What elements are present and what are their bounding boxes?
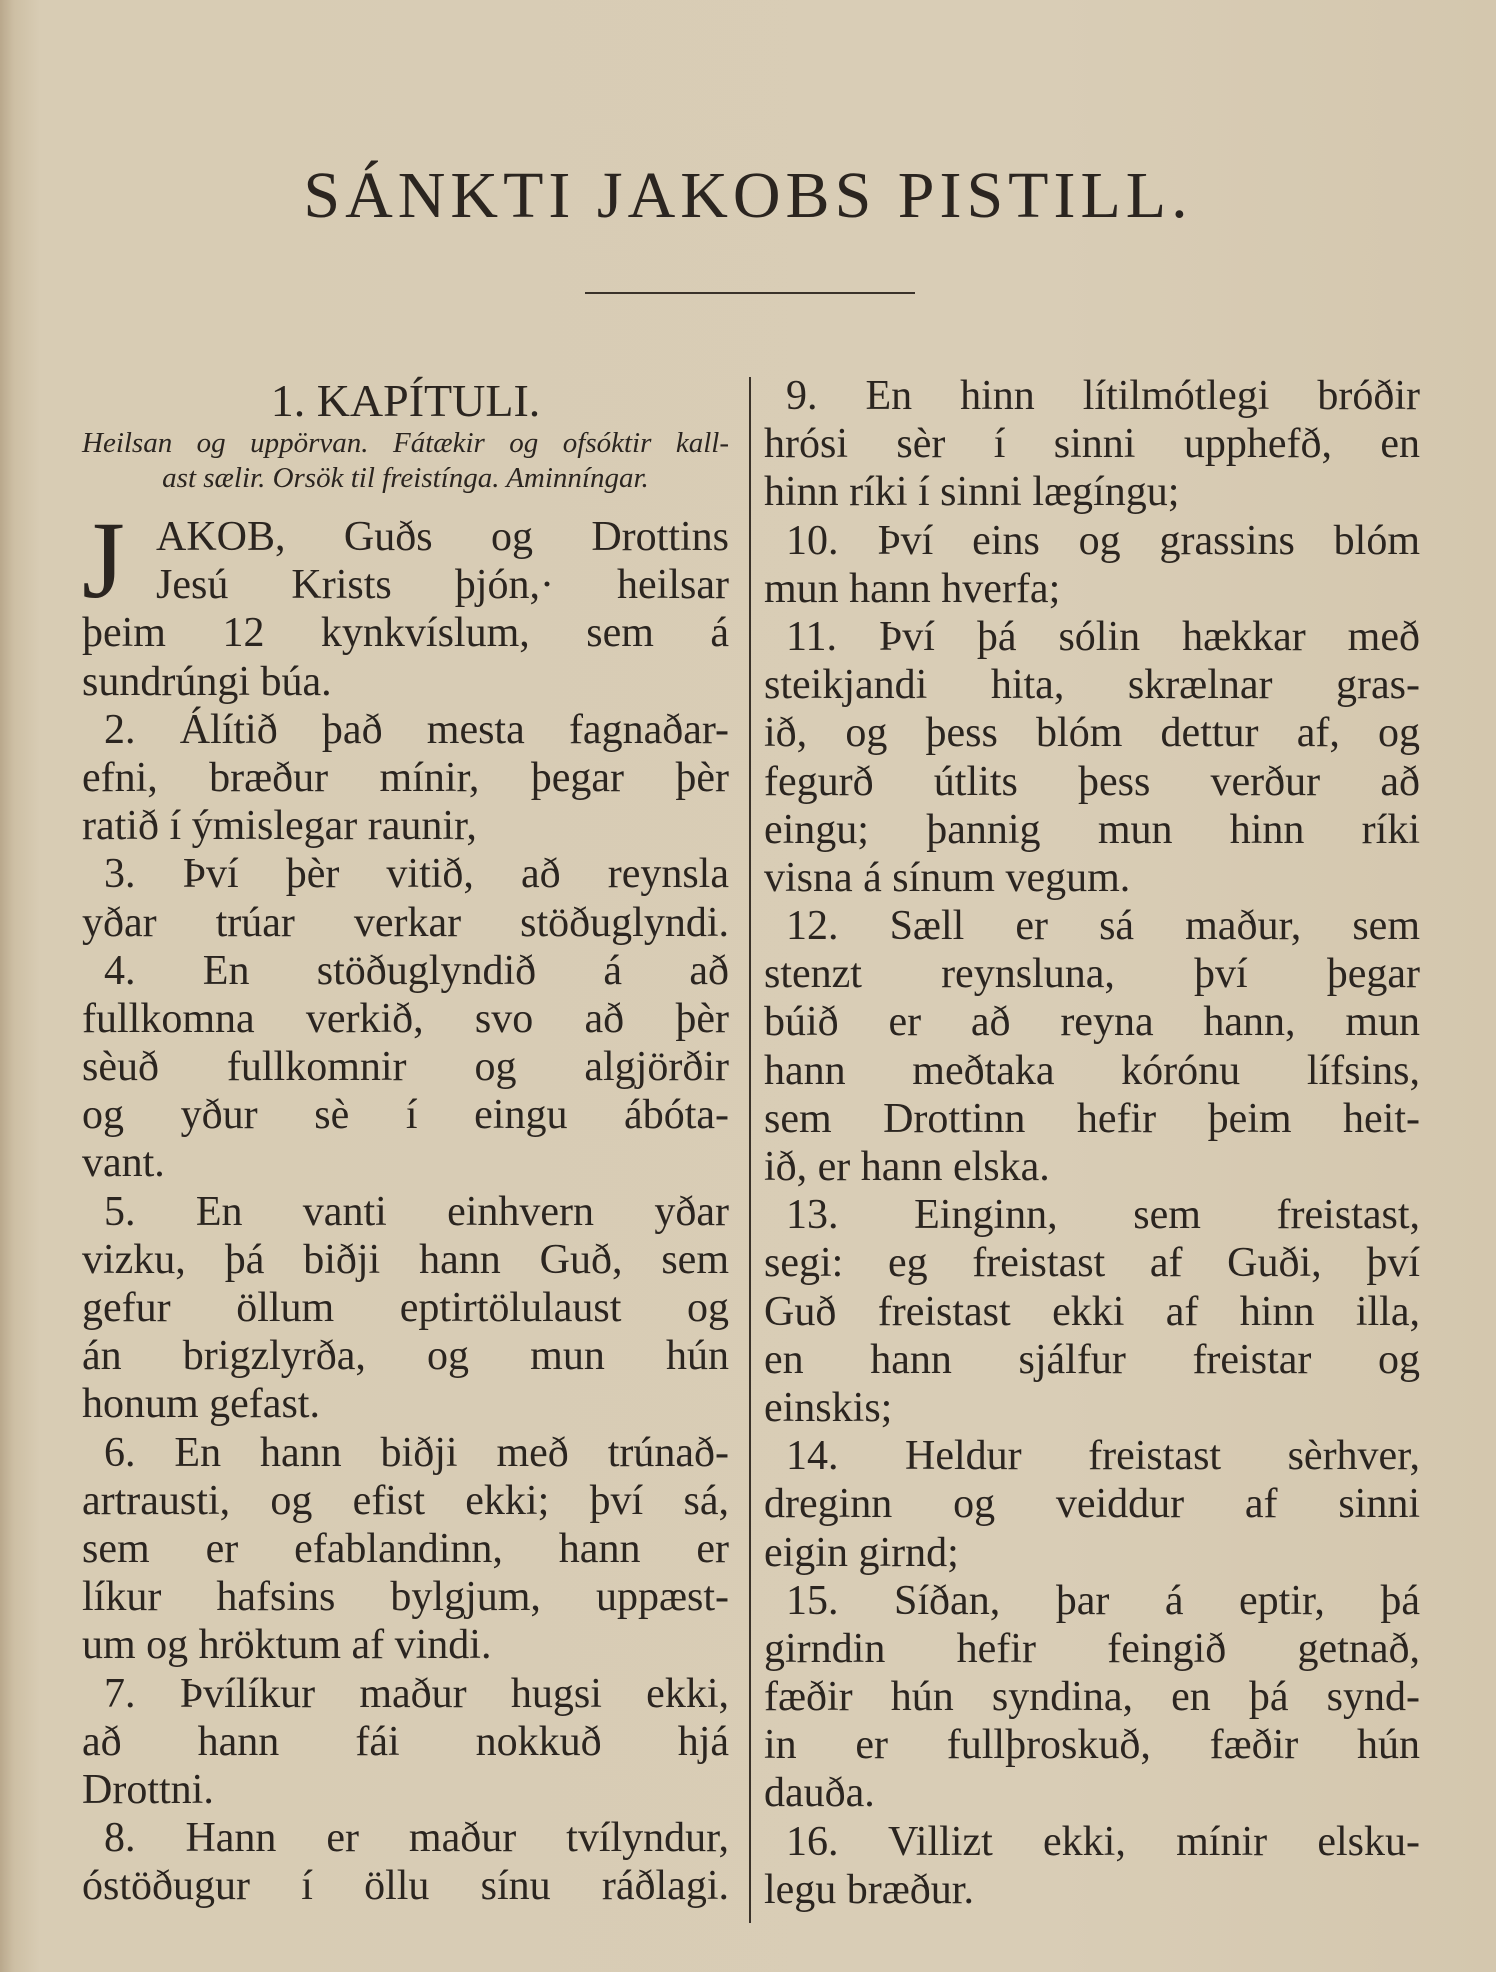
text-line: artrausti, og efist ekki; því sá, <box>82 1477 729 1524</box>
text-line: yðar trúar verkar stöðuglyndi. <box>82 899 729 946</box>
text-line: eingu; þannig mun hinn ríki <box>764 806 1420 853</box>
column-divider <box>749 377 751 1923</box>
text-line: án brigzlyrða, og mun hún <box>82 1333 729 1380</box>
text-line: Guð freistast ekki af hinn illa, <box>764 1288 1420 1335</box>
text-line: 14. Heldur freistast sèrhver, <box>786 1433 1420 1480</box>
text-line: sem er efablandinn, hann er <box>82 1525 729 1572</box>
text-line: og yður sè í eingu ábóta- <box>82 1092 729 1139</box>
text-line: ratið í ýmislegar raunir, <box>82 803 477 850</box>
text-line: óstöðugur í öllu sínu ráðlagi. <box>82 1863 729 1910</box>
chapter-summary <box>82 426 729 496</box>
text-line: 9. En hinn lítilmótlegi bróðir <box>786 373 1420 419</box>
text-line: girndin hefir feingið getnað, <box>764 1625 1420 1672</box>
text-line: 11. Því þá sólin hækkar með <box>786 613 1420 660</box>
text-line: stenzt reynsluna, því þegar <box>764 951 1420 998</box>
text-line: 7. Þvílíkur maður hugsi ekki, <box>104 1670 729 1717</box>
summary-line: Heilsan og uppörvan. Fátækir og ofsóktir kall- <box>82 427 729 459</box>
text-line: fullkomna verkið, svo að þèr <box>82 995 729 1042</box>
text-line: einskis; <box>764 1384 893 1431</box>
text-line: sem Drottinn hefir þeim heit- <box>764 1095 1420 1142</box>
text-line: eigin girnd; <box>764 1529 959 1576</box>
text-line: fæðir hún syndina, en þá synd- <box>764 1674 1420 1721</box>
text-line: 15. Síðan, þar á eptir, þá <box>786 1577 1420 1624</box>
text-line: sèuð fullkomnir og algjörðir <box>82 1044 729 1091</box>
text-line: vizku, þá biðji hann Guð, sem <box>82 1236 729 1283</box>
text-line: 10. Því eins og grassins blóm <box>786 517 1420 564</box>
text-line: 13. Einginn, sem freistast, <box>786 1192 1420 1239</box>
text-line: hann meðtaka kórónu lífsins, <box>764 1047 1420 1094</box>
text-line: 16. Villizt ekki, mínir elsku- <box>786 1818 1420 1865</box>
drop-cap: J <box>82 499 125 621</box>
text-line: líkur hafsins bylgjum, uppæst- <box>82 1574 729 1621</box>
text-line: mun hann hverfa; <box>764 565 1061 612</box>
text-line: um og hröktum af vindi. <box>82 1622 492 1669</box>
title-rule-divider <box>585 292 915 294</box>
text-line: Jesú Krists þjón,· heilsar <box>156 562 729 609</box>
text-line: 5. En vanti einhvern yðar <box>104 1188 729 1235</box>
text-line: visna á sínum vegum. <box>764 854 1131 901</box>
text-line: 4. En stöðuglyndið á að <box>104 947 729 994</box>
text-line: fegurð útlits þess verður að <box>764 758 1420 805</box>
text-line: dauða. <box>764 1770 875 1817</box>
text-line: hinn ríki í sinni lægíngu; <box>764 469 1180 516</box>
text-line: ið, og þess blóm dettur af, og <box>764 710 1420 757</box>
text-line: dreginn og veiddur af sinni <box>764 1481 1420 1528</box>
text-line: 2. Álítið það mesta fagnaðar- <box>104 706 729 753</box>
text-line: segi: eg freistast af Guði, því <box>764 1240 1420 1287</box>
text-line: 8. Hann er maður tvílyndur, <box>104 1815 729 1862</box>
text-line: 6. En hann biðji með trúnað- <box>104 1429 729 1476</box>
text-line: 3. Því þèr vitið, að reynsla <box>104 851 729 898</box>
left-column <box>82 513 729 1910</box>
text-line: hrósi sèr í sinni upphefð, en <box>764 421 1420 468</box>
text-line: steikjandi hita, skrælnar gras- <box>764 662 1420 709</box>
text-line: gefur öllum eptirtölulaust og <box>82 1285 729 1331</box>
summary-line: ast sælir. Orsök til freistínga. Aminníngar. <box>162 462 649 494</box>
page-title: SÁNKTI JAKOBS PISTILL. <box>303 159 1193 232</box>
text-line: ið, er hann elska. <box>764 1144 1050 1190</box>
text-line: honum gefast. <box>82 1381 320 1428</box>
text-line: að hann fái nokkuð hjá <box>82 1718 729 1765</box>
text-line: en hann sjálfur freistar og <box>764 1336 1420 1383</box>
chapter-heading: 1. KAPÍTULI. <box>270 375 541 426</box>
text-line: vant. <box>82 1140 165 1187</box>
text-line: 12. Sæll er sá maður, sem <box>786 903 1420 950</box>
text-line: sundrúngi búa. <box>82 658 332 705</box>
text-line: AKOB, Guðs og Drottins <box>156 514 729 560</box>
text-line: in er fullþroskuð, fæðir hún <box>764 1722 1420 1769</box>
text-line: búið er að reyna hann, mun <box>764 999 1420 1046</box>
text-line: efni, bræður mínir, þegar þèr <box>82 754 729 801</box>
text-line: legu bræður. <box>764 1866 974 1913</box>
right-column <box>764 372 1420 1914</box>
text-line: Drottni. <box>82 1766 214 1813</box>
text-line: þeim 12 kynkvíslum, sem á <box>82 610 729 657</box>
